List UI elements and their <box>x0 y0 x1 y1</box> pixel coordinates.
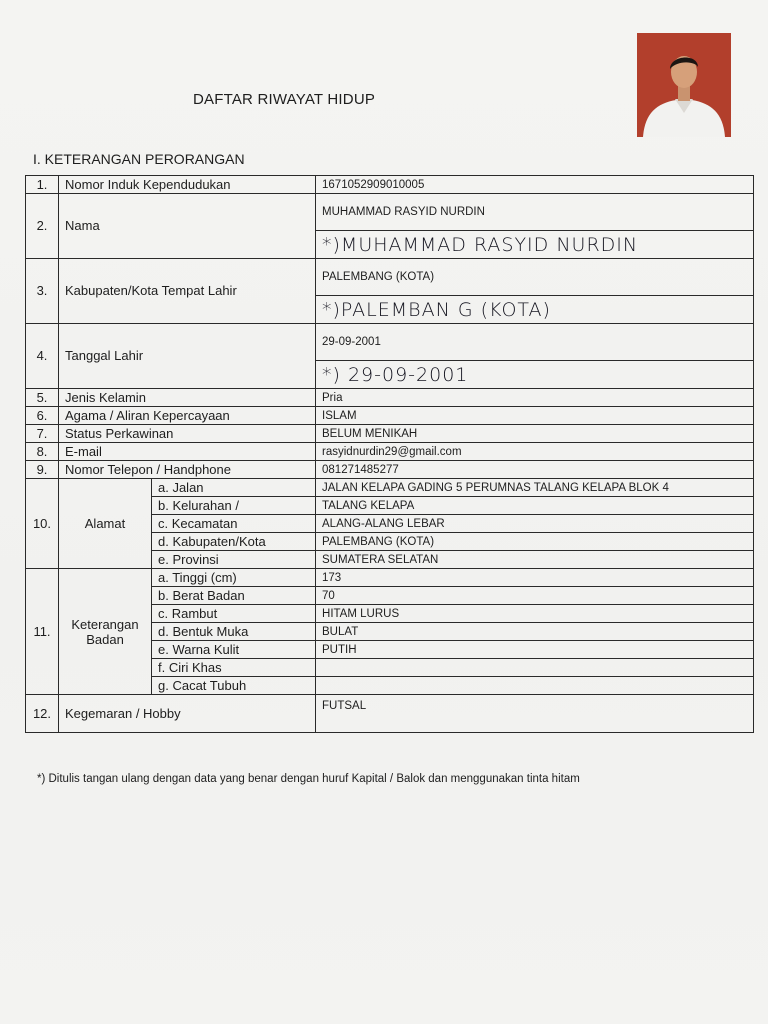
field-label: Tanggal Lahir <box>59 324 316 389</box>
row-number: 12. <box>26 695 59 733</box>
sub-label: e. Provinsi <box>152 551 316 569</box>
row-number: 2. <box>26 194 59 259</box>
kulit-value: PUTIH <box>316 641 754 659</box>
document-title: DAFTAR RIWAYAT HIDUP <box>193 91 376 108</box>
email-value: rasyidnurdin29@gmail.com <box>316 443 754 461</box>
section-heading: I. KETERANGAN PERORANGAN <box>33 151 245 167</box>
field-label: Jenis Kelamin <box>59 389 316 407</box>
nama-cell <box>316 194 754 259</box>
hobby-value: FUTSAL <box>316 695 754 733</box>
table-row <box>26 425 754 443</box>
nama-handwritten: *)MUHAMMAD RASYID NURDIN <box>316 230 753 258</box>
cacat-value <box>316 677 754 695</box>
tanggal-lahir-cell <box>316 324 754 389</box>
berat-value: 70 <box>316 587 754 605</box>
row-number: 7. <box>26 425 59 443</box>
jalan-value: JALAN KELAPA GADING 5 PERUMNAS TALANG KELAPA BLOK 4 <box>316 479 754 497</box>
status-value: BELUM MENIKAH <box>316 425 754 443</box>
table-row <box>26 259 754 324</box>
row-number: 10. <box>26 479 59 569</box>
field-label: Nomor Telepon / Handphone <box>59 461 316 479</box>
sub-label: f. Ciri Khas <box>152 659 316 677</box>
field-label: Kegemaran / Hobby <box>59 695 316 733</box>
field-label: Alamat <box>59 479 152 569</box>
tinggi-value: 173 <box>316 569 754 587</box>
person-photo-icon <box>637 33 731 137</box>
table-row <box>26 569 754 587</box>
sub-label: a. Tinggi (cm) <box>152 569 316 587</box>
footnote: *) Ditulis tangan ulang dengan data yang benar dengan huruf Kapital / Balok dan menggunakan tinta hitam <box>37 773 580 785</box>
sub-label: b. Kelurahan / <box>152 497 316 515</box>
jenis-kelamin-value: Pria <box>316 389 754 407</box>
tanggal-lahir-handwritten: *) 29-09-2001 <box>316 360 753 388</box>
kabupaten-value: PALEMBANG (KOTA) <box>316 533 754 551</box>
sub-label: d. Kabupaten/Kota <box>152 533 316 551</box>
row-number: 8. <box>26 443 59 461</box>
tempat-lahir-handwritten: *)PALEMBAN G (KOTA) <box>316 295 753 323</box>
row-number: 3. <box>26 259 59 324</box>
sub-label: c. Kecamatan <box>152 515 316 533</box>
personal-info-table <box>25 175 754 733</box>
table-row <box>26 479 754 497</box>
tanggal-lahir-value: 29-09-2001 <box>322 336 381 348</box>
field-label: Nama <box>59 194 316 259</box>
table-row <box>26 461 754 479</box>
sub-label: c. Rambut <box>152 605 316 623</box>
nik-value: 1671052909010005 <box>316 176 754 194</box>
field-label: E-mail <box>59 443 316 461</box>
field-label: Keterangan Badan <box>59 569 152 695</box>
ciri-value <box>316 659 754 677</box>
row-number: 1. <box>26 176 59 194</box>
table-row <box>26 695 754 733</box>
nama-value: MUHAMMAD RASYID NURDIN <box>322 206 485 218</box>
rambut-value: HITAM LURUS <box>316 605 754 623</box>
kelurahan-value: TALANG KELAPA <box>316 497 754 515</box>
tempat-lahir-cell <box>316 259 754 324</box>
agama-value: ISLAM <box>316 407 754 425</box>
telepon-value: 081271485277 <box>316 461 754 479</box>
sub-label: d. Bentuk Muka <box>152 623 316 641</box>
table-row <box>26 194 754 259</box>
table-row <box>26 389 754 407</box>
row-number: 4. <box>26 324 59 389</box>
table-row <box>26 176 754 194</box>
row-number: 9. <box>26 461 59 479</box>
row-number: 5. <box>26 389 59 407</box>
sub-label: g. Cacat Tubuh <box>152 677 316 695</box>
table-row <box>26 407 754 425</box>
provinsi-value: SUMATERA SELATAN <box>316 551 754 569</box>
sub-label: e. Warna Kulit <box>152 641 316 659</box>
field-label: Agama / Aliran Kepercayaan <box>59 407 316 425</box>
kecamatan-value: ALANG-ALANG LEBAR <box>316 515 754 533</box>
sub-label: a. Jalan <box>152 479 316 497</box>
table-row <box>26 324 754 389</box>
sub-label: b. Berat Badan <box>152 587 316 605</box>
field-label: Kabupaten/Kota Tempat Lahir <box>59 259 316 324</box>
field-label: Status Perkawinan <box>59 425 316 443</box>
row-number: 11. <box>26 569 59 695</box>
table-row <box>26 443 754 461</box>
row-number: 6. <box>26 407 59 425</box>
muka-value: BULAT <box>316 623 754 641</box>
tempat-lahir-value: PALEMBANG (KOTA) <box>322 271 435 283</box>
field-label: Nomor Induk Kependudukan <box>59 176 316 194</box>
